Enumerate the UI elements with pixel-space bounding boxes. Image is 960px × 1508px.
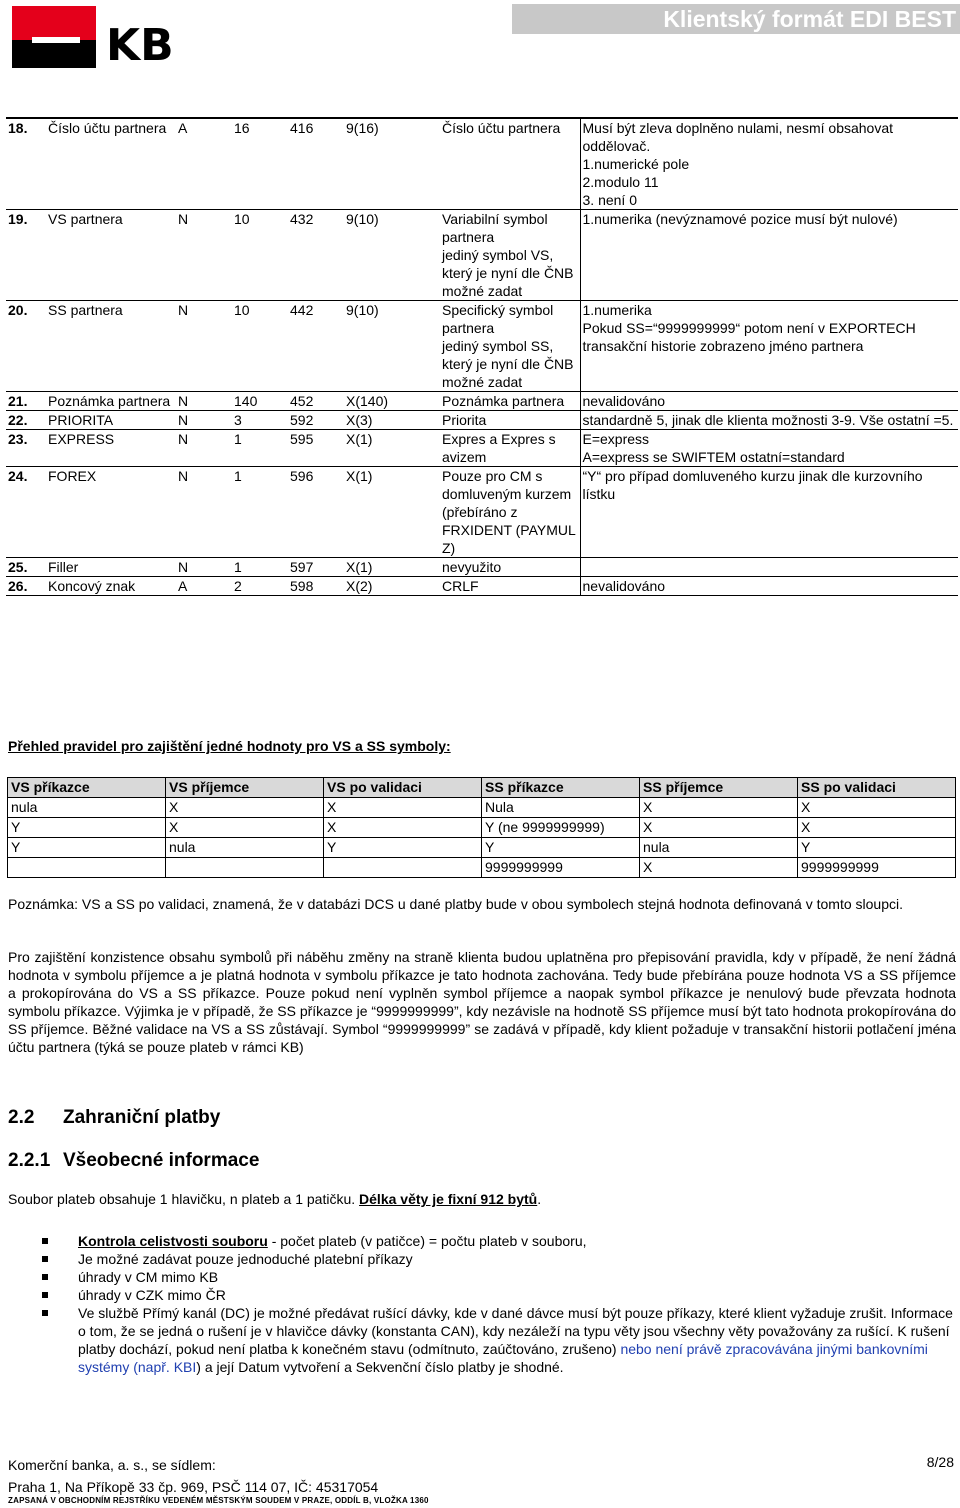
field-length: 1 bbox=[232, 467, 288, 558]
field-type: N bbox=[176, 392, 232, 411]
field-type: A bbox=[176, 118, 232, 210]
intro-paragraph bbox=[8, 1191, 541, 1207]
rules-cell: Nula bbox=[482, 798, 640, 818]
field-row bbox=[6, 467, 958, 558]
vs-ss-rules-table bbox=[7, 777, 956, 878]
field-position: 442 bbox=[288, 301, 344, 392]
field-note: “Y“ pro případ domluveného kurzu jinak dle kurzovního lístku bbox=[580, 467, 958, 558]
field-description: Pouze pro CM s domluveným kurzem (přebíráno z FRXIDENT (PAYMUL Z) bbox=[440, 467, 580, 558]
field-format: 9(16) bbox=[344, 118, 440, 210]
field-number: 19. bbox=[6, 210, 46, 301]
logo-text: KB bbox=[106, 20, 174, 71]
bullet-text: Je možné zadávat pouze jednoduché platební příkazy bbox=[78, 1251, 413, 1267]
field-note: 1.numerika (nevýznamové pozice musí být nulové) bbox=[580, 210, 958, 301]
field-type: N bbox=[176, 301, 232, 392]
rules-cell: X bbox=[640, 818, 798, 838]
field-length: 1 bbox=[232, 430, 288, 467]
bullet-text: - počet plateb (v patičce) = počtu plateb v souboru, bbox=[267, 1233, 587, 1249]
field-name: Filler bbox=[46, 558, 176, 577]
field-type: A bbox=[176, 577, 232, 596]
field-name: FOREX bbox=[46, 467, 176, 558]
bullet-marker bbox=[42, 1256, 48, 1262]
field-length: 10 bbox=[232, 301, 288, 392]
field-length: 1 bbox=[232, 558, 288, 577]
rules-cell bbox=[166, 858, 324, 878]
footer-line-1: Komerční banka, a. s., se sídlem: bbox=[8, 1457, 216, 1473]
rules-cell: X bbox=[640, 798, 798, 818]
document-title: Klientský formát EDI BEST bbox=[512, 4, 960, 34]
field-position: 452 bbox=[288, 392, 344, 411]
field-type: N bbox=[176, 467, 232, 558]
bullet-text: úhrady v CZK mimo ČR bbox=[78, 1287, 226, 1303]
rules-cell: nula bbox=[8, 798, 166, 818]
rules-row bbox=[8, 838, 956, 858]
bullet-marker bbox=[42, 1274, 48, 1280]
rules-row bbox=[8, 858, 956, 878]
section-title: Zahraniční platby bbox=[63, 1107, 221, 1128]
bullet-tail: ) a její Datum vytvoření a Sekvenční číslo platby je shodné. bbox=[196, 1359, 564, 1375]
field-row bbox=[6, 430, 958, 467]
field-position: 597 bbox=[288, 558, 344, 577]
field-position: 596 bbox=[288, 467, 344, 558]
field-length: 3 bbox=[232, 411, 288, 430]
bullet-marker bbox=[42, 1310, 48, 1316]
field-name: Číslo účtu partnera bbox=[46, 118, 176, 210]
field-note: nevalidováno bbox=[580, 577, 958, 596]
field-description: Poznámka partnera bbox=[440, 392, 580, 411]
field-number: 21. bbox=[6, 392, 46, 411]
field-format: 9(10) bbox=[344, 210, 440, 301]
rules-cell: nula bbox=[166, 838, 324, 858]
bullet-text: Ve službě Přímý kanál (DC) je možné předávat rušící dávky, kde v dané dávce musí být pouze příkazy, které klient vyžaduje zrušit. Informace o tom, že se jedná o rušení je v hlavičce dávky (konstanta CAN), kdy nezáleží na typu věty jsou všechny věty považovány za rušící. K rušení platby dochází, pokud není platba k konečném stavu (odmítnuto, zaúčtováno, zrušeno) bbox=[78, 1305, 953, 1357]
rules-cell: Y bbox=[798, 838, 956, 858]
field-type: N bbox=[176, 411, 232, 430]
field-description: Číslo účtu partnera bbox=[440, 118, 580, 210]
field-number: 24. bbox=[6, 467, 46, 558]
field-type: N bbox=[176, 430, 232, 467]
field-position: 592 bbox=[288, 411, 344, 430]
field-length: 140 bbox=[232, 392, 288, 411]
bullet-item bbox=[40, 1286, 956, 1304]
field-number: 25. bbox=[6, 558, 46, 577]
intro-text: Soubor plateb obsahuje 1 hlavičku, n plateb a 1 patičku. bbox=[8, 1191, 360, 1207]
rules-cell: X bbox=[324, 818, 482, 838]
rules-cell: Y bbox=[8, 838, 166, 858]
note-paragraph: Poznámka: VS a SS po validaci, znamená, že v databázi DCS u dané platby bude v obou symbolech stejná hodnota definovaná v tomto sloupci. bbox=[8, 896, 903, 912]
rules-cell: X bbox=[798, 818, 956, 838]
rules-header-cell: VS příjemce bbox=[166, 778, 324, 798]
intro-emphasis: Délka věty je fixní 912 bytů bbox=[359, 1191, 538, 1207]
rules-cell bbox=[324, 858, 482, 878]
field-format: X(140) bbox=[344, 392, 440, 411]
footer-register: ZAPSANÁ V OBCHODNÍM REJSTŘÍKU VEDENÉM MĚSTSKÝM SOUDEM V PRAZE, ODDÍL B, VLOŽKA 1360 bbox=[8, 1496, 429, 1505]
bullet-key: Kontrola celistvosti souboru bbox=[78, 1233, 268, 1249]
field-position: 598 bbox=[288, 577, 344, 596]
rules-cell: Y bbox=[8, 818, 166, 838]
field-note: 1.numerika Pokud SS=“9999999999“ potom není v EXPORTECH transakční historie zobrazeno jméno partnera bbox=[580, 301, 958, 392]
kb-logo bbox=[6, 0, 206, 74]
consistency-paragraph: Pro zajištění konzistence obsahu symbolů při náběhu změny na straně klienta budou uplatněna pro přepisování pravidla, kdy v případě, že není žádná hodnota v symbolu příjemce a je platná hodnota v symbolu příkazce je tato hodnota zachována. Tedy bude přebírána pouze hodnota VS a SS příjemce a prokopírována do VS a SS příkazce. Pouze pokud není vyplněn symbol příjemce a naopak symbol příkazce je nenulový bude převzata hodnota symbolu příkazce. Výjimka je v případě, že SS příkazce je “9999999999”, kdy nezávisle na hodnotě SS příjemce musí být tato hodnota prokopírována do SS příjemce. Běžné validace na VS a SS zůstávají. Symbol “9999999999” se zadává v případě, kdy klient požaduje v transakční historii potlačení jména účtu partnera (týká se pouze plateb v rámci KB) bbox=[8, 949, 956, 1055]
rules-heading: Přehled pravidel pro zajištění jedné hodnoty pro VS a SS symboly: bbox=[8, 738, 451, 754]
field-number: 20. bbox=[6, 301, 46, 392]
field-length: 10 bbox=[232, 210, 288, 301]
field-description: Variabilní symbol partnera jediný symbol VS, který je nyní dle ČNB možné zadat bbox=[440, 210, 580, 301]
field-format: X(2) bbox=[344, 577, 440, 596]
field-row bbox=[6, 210, 958, 301]
rules-header-cell: SS po validaci bbox=[798, 778, 956, 798]
rules-cell: nula bbox=[640, 838, 798, 858]
rules-cell: 9999999999 bbox=[798, 858, 956, 878]
field-description: CRLF bbox=[440, 577, 580, 596]
bullet-link-text: nebo není právě zpracovávána jinými bankovními systémy (např. KBI bbox=[78, 1341, 928, 1375]
footer-line-2: Praha 1, Na Příkopě 33 čp. 969, PSČ 114 07, IČ: 45317054 bbox=[8, 1479, 379, 1495]
field-format: X(1) bbox=[344, 430, 440, 467]
field-format: X(1) bbox=[344, 467, 440, 558]
field-row bbox=[6, 558, 958, 577]
field-description: Priorita bbox=[440, 411, 580, 430]
rules-cell: X bbox=[166, 798, 324, 818]
field-note: E=express A=express se SWIFTEM ostatní=standard bbox=[580, 430, 958, 467]
section-number: 2.2 bbox=[8, 1107, 35, 1128]
field-name: Poznámka partnera bbox=[46, 392, 176, 411]
rules-header-cell: SS příkazce bbox=[482, 778, 640, 798]
field-description: nevyužito bbox=[440, 558, 580, 577]
field-spec-table bbox=[6, 117, 958, 596]
field-position: 432 bbox=[288, 210, 344, 301]
footer-address bbox=[8, 1454, 378, 1498]
field-name: VS partnera bbox=[46, 210, 176, 301]
rules-header-cell: VS příkazce bbox=[8, 778, 166, 798]
field-name: Koncový znak bbox=[46, 577, 176, 596]
field-row bbox=[6, 577, 958, 596]
field-type: N bbox=[176, 558, 232, 577]
field-length: 2 bbox=[232, 577, 288, 596]
field-note: nevalidováno bbox=[580, 392, 958, 411]
field-description: Specifický symbol partnera jediný symbol SS, který je nyní dle ČNB možné zadat bbox=[440, 301, 580, 392]
field-number: 23. bbox=[6, 430, 46, 467]
page-number: 8/28 bbox=[926, 1454, 954, 1470]
field-note bbox=[580, 558, 958, 577]
section-heading-2-2 bbox=[8, 1107, 220, 1129]
rules-cell: X bbox=[324, 798, 482, 818]
rules-cell: Y bbox=[324, 838, 482, 858]
rules-cell: Y bbox=[482, 838, 640, 858]
field-length: 16 bbox=[232, 118, 288, 210]
bullet-marker bbox=[42, 1292, 48, 1298]
field-type: N bbox=[176, 210, 232, 301]
rules-header-cell: VS po validaci bbox=[324, 778, 482, 798]
rules-cell: 9999999999 bbox=[482, 858, 640, 878]
bullet-marker bbox=[42, 1238, 48, 1244]
bullet-item bbox=[40, 1232, 956, 1250]
bullet-item bbox=[40, 1250, 956, 1268]
field-format: X(1) bbox=[344, 558, 440, 577]
intro-end: . bbox=[537, 1191, 542, 1207]
bullet-item bbox=[40, 1268, 956, 1286]
field-name: EXPRESS bbox=[46, 430, 176, 467]
field-name: SS partnera bbox=[46, 301, 176, 392]
field-row bbox=[6, 118, 958, 210]
field-description: Expres a Expres s avizem bbox=[440, 430, 580, 467]
rules-row bbox=[8, 798, 956, 818]
rules-cell bbox=[8, 858, 166, 878]
field-number: 18. bbox=[6, 118, 46, 210]
field-row bbox=[6, 392, 958, 411]
rules-cell: X bbox=[166, 818, 324, 838]
field-row bbox=[6, 411, 958, 430]
bullet-list bbox=[40, 1232, 956, 1376]
field-row bbox=[6, 301, 958, 392]
rules-cell: Y (ne 9999999999) bbox=[482, 818, 640, 838]
field-note: standardně 5, jinak dle klienta možnosti 3-9. Vše ostatní =5. bbox=[580, 411, 958, 430]
bullet-item bbox=[40, 1304, 956, 1376]
rules-cell: X bbox=[640, 858, 798, 878]
section-number: 2.2.1 bbox=[8, 1150, 51, 1171]
section-heading-2-2-1 bbox=[8, 1150, 259, 1172]
rules-cell: X bbox=[798, 798, 956, 818]
field-name: PRIORITA bbox=[46, 411, 176, 430]
field-number: 22. bbox=[6, 411, 46, 430]
field-format: X(3) bbox=[344, 411, 440, 430]
field-note: Musí být zleva doplněno nulami, nesmí obsahovat oddělovač. 1.numerické pole 2.modulo 11 3. není 0 bbox=[580, 118, 958, 210]
bullet-text: úhrady v CM mimo KB bbox=[78, 1269, 219, 1285]
field-number: 26. bbox=[6, 577, 46, 596]
field-position: 595 bbox=[288, 430, 344, 467]
rules-row bbox=[8, 818, 956, 838]
field-format: 9(10) bbox=[344, 301, 440, 392]
section-title: Všeobecné informace bbox=[63, 1150, 260, 1171]
rules-header-cell: SS příjemce bbox=[640, 778, 798, 798]
field-position: 416 bbox=[288, 118, 344, 210]
